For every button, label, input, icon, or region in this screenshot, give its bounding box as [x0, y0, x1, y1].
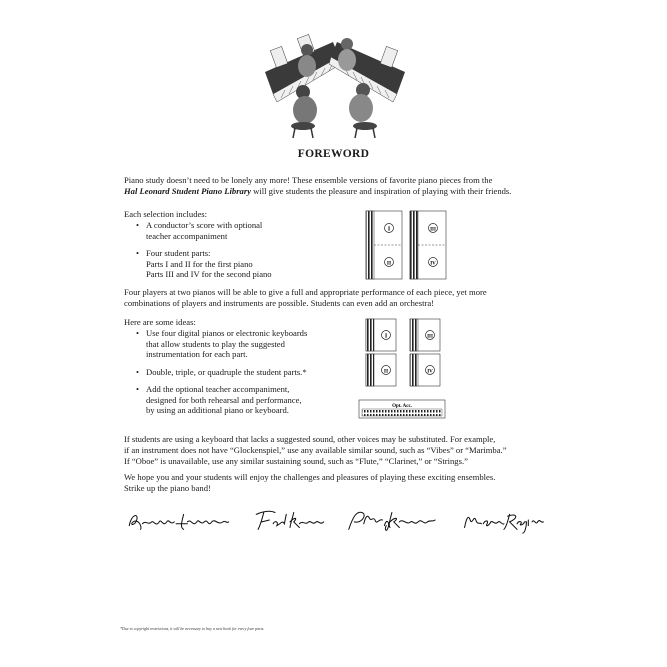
part-label-i: I	[384, 333, 388, 340]
ideas-section	[124, 317, 354, 423]
list-item: • Use four digital pianos or electronic keyboards that allow students to play the suggested instrumentation for each part.	[124, 328, 354, 360]
signature-mona-rejino	[458, 505, 548, 535]
substitution-line-3: If “Oboe” is unavailable, use any similar sustaining sound, such as “Flute,” “Clarinet,” or “Strings.”	[124, 456, 468, 466]
closing-line-1: We hope you and your students will enjoy the challenges and pleasures of playing these exciting ensembles.	[124, 472, 496, 482]
four-keyboard-diagram	[358, 318, 448, 420]
selection-heading: Each selection includes:	[124, 209, 208, 219]
substitution-line-2: if an instrument does not have “Glockenspiel,” use any available similar sound, such as “Vibes” or “Marimba.”	[124, 445, 507, 455]
part-label-iv: IV	[430, 261, 436, 267]
part-label-iv: IV	[427, 369, 433, 375]
page-title: FOREWORD	[297, 148, 370, 160]
four-players-line-1: Four players at two pianos will be able to give a full and appropriate performance of each piece, yet more	[124, 287, 487, 297]
part-label-ii: II	[383, 368, 389, 375]
footnote: *Due to copyright restrictions, it will be necessary to buy a new book for every four parts.	[120, 626, 265, 631]
signature-fred-kern	[250, 505, 330, 535]
substitution-line-1: If students are using a keyboard that lacks a suggested sound, other voices may be substituted. For example,	[124, 434, 496, 444]
part-label-iii: III	[427, 334, 433, 340]
piano-one-keys	[366, 211, 374, 279]
intro-paragraph	[124, 175, 554, 197]
intro-line-2: will give students the pleasure and inspiration of playing with their friends.	[251, 186, 512, 196]
signature-phillip-keveren	[340, 505, 440, 535]
closing-paragraph	[124, 472, 564, 494]
four-players-paragraph	[124, 287, 554, 309]
ideas-heading: Here are some ideas:	[124, 317, 196, 327]
part-label-iii: III	[430, 227, 436, 233]
ideas-list	[124, 328, 354, 416]
two-piano-diagram	[365, 210, 447, 280]
selection-list	[124, 220, 354, 280]
closing-line-2: Strike up the piano band!	[124, 483, 211, 493]
piano-two-keys	[410, 211, 418, 279]
students-at-pianos-illustration	[255, 22, 415, 140]
part-label-i: I	[387, 226, 391, 233]
series-name: Hal Leonard Student Piano Library	[124, 186, 252, 196]
substitution-paragraph	[124, 434, 564, 467]
part-label-ii: II	[386, 260, 392, 267]
four-players-line-2: combinations of players and instruments are possible. Students can even add an orchestra!	[124, 298, 435, 308]
list-item: • Add the optional teacher accompaniment, designed for both rehearsal and performance, by using an additional piano or keyboard.	[124, 384, 354, 416]
list-item: • Double, triple, or quadruple the student parts.*	[124, 367, 354, 378]
selection-section	[124, 209, 354, 287]
intro-line-1: Piano study doesn’t need to be lonely any more! These ensemble versions of favorite piano pieces from the	[124, 175, 493, 185]
list-item: • Four student parts: Parts I and II for the first piano Parts III and IV for the second piano	[124, 248, 354, 280]
opt-acc-label: Opt. Acc.	[392, 404, 412, 409]
signature-barbara-kreader	[122, 505, 234, 535]
list-item: • A conductor’s score with optional teacher accompaniment	[124, 220, 354, 241]
